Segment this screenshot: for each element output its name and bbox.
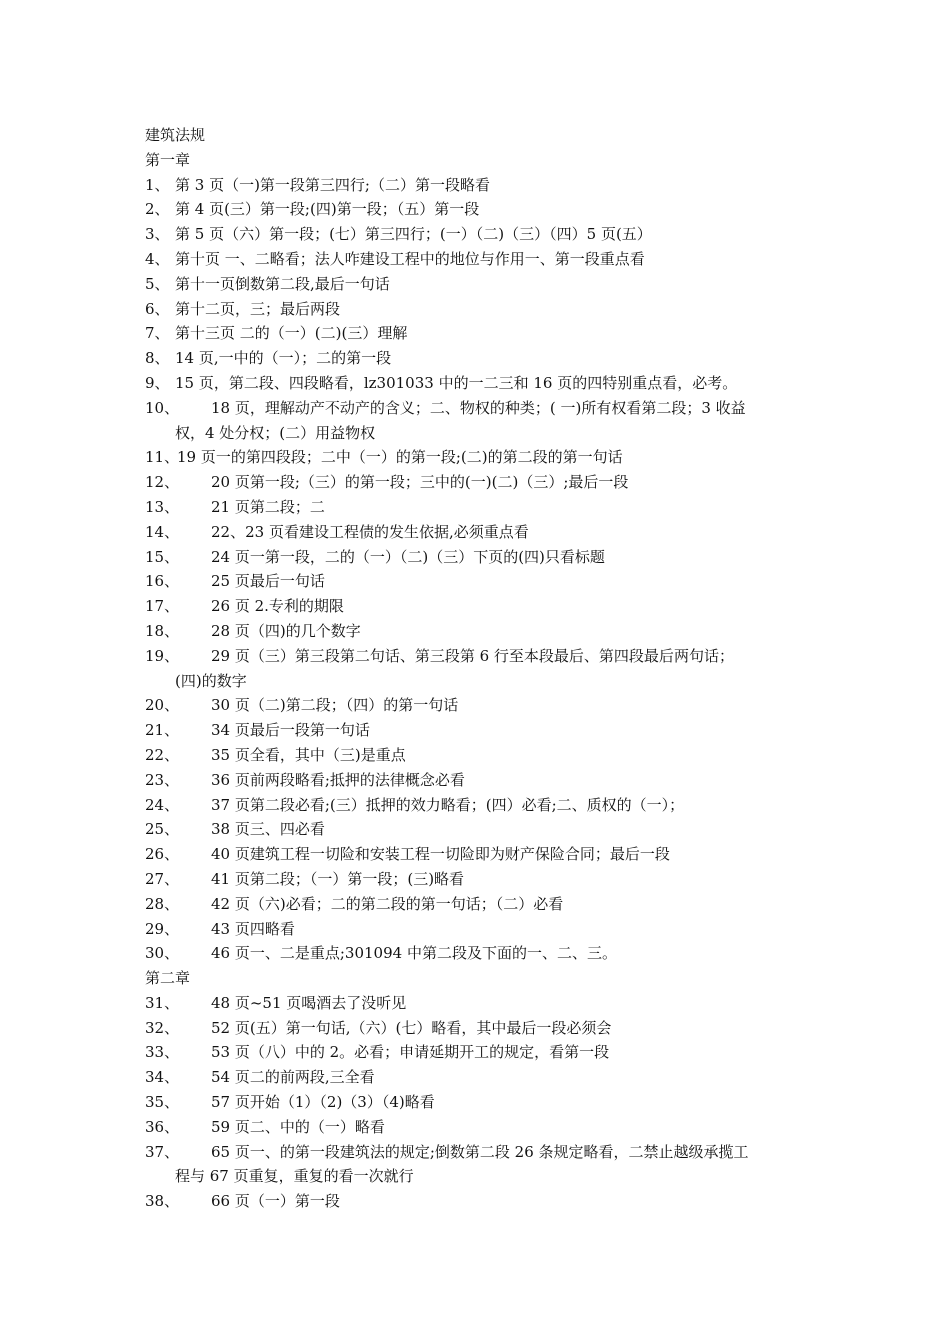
list-item: 35、 57 页开始（1）（2)（3）（4)略看: [145, 1093, 435, 1112]
list-item: 19、 29 页（三）第三段第二句话、第三段第 6 行至本段最后、第四段最后两句话；: [145, 646, 734, 665]
list-item: 13、 21 页第二段；二: [145, 497, 325, 516]
list-item-continuation: 权，4 处分权；(二）用益物权: [175, 423, 376, 442]
list-item: 10、 18 页，理解动产不动产的含义；二、物权的种类；( 一)所有权看第二段；3 收益: [145, 398, 746, 417]
document-title: 建筑法规: [145, 126, 206, 144]
list-item-continuation: (四)的数字: [175, 671, 247, 690]
list-item: 31、 48 页~51 页喝酒去了没听见: [145, 993, 407, 1012]
list-item: 4、 第十页 一、二略看；法人咋建设工程中的地位与作用一、第一段重点看: [145, 249, 645, 268]
list-item: 24、 37 页第二段必看;(三）抵押的效力略看；(四）必看;二、质权的（一）；: [145, 795, 685, 814]
list-item: 11、 19 页一的第四段段；二中（一）的第一段;(二)的第二段的第一句话: [145, 448, 623, 467]
list-item: 21、 34 页最后一段第一句话: [145, 721, 370, 740]
document-content: [145, 123, 810, 1214]
list-item: 12、 20 页第一段;（三）的第一段；三中的(一)(二)（三）;最后一段: [145, 473, 629, 492]
list-item: 16、 25 页最后一句话: [145, 572, 325, 591]
list-item: 7、 第十三页 二的（一）(二)(三）理解: [145, 324, 408, 343]
list-item: 38、 66 页（一）第一段: [145, 1192, 340, 1211]
list-item: 33、 53 页（八）中的 2。必看；申请延期开工的规定，看第一段: [145, 1043, 610, 1062]
list-item: 8、 14 页,一中的（一）；二的第一段: [145, 349, 392, 368]
list-item: 20、 30 页（二)第二段；（四）的第一句话: [145, 696, 459, 715]
list-item-continuation: 程与 67 页重复，重复的看一次就行: [175, 1167, 414, 1186]
list-item: 36、 59 页二、中的（一）略看: [145, 1117, 385, 1136]
list-item: 29、 43 页四略看: [145, 919, 295, 938]
list-item: 26、 40 页建筑工程一切险和安装工程一切险即为财产保险合同；最后一段: [145, 845, 670, 864]
list-item: 23、 36 页前两段略看;抵押的法律概念必看: [145, 770, 465, 789]
list-item: 28、 42 页（六)必看；二的第二段的第一句话；（二）必看: [145, 894, 564, 913]
chapter-heading-2: 第二章: [145, 969, 191, 988]
list-item: 15、 24 页一第一段，二的（一）（二)（三）下页的(四)只看标题: [145, 547, 605, 566]
list-item: 34、 54 页二的前两段,三全看: [145, 1068, 375, 1087]
list-item: 2、 第 4 页(三）第一段;(四)第一段；（五）第一段: [145, 200, 480, 219]
list-item: 32、 52 页(五）第一句话,（六）(七）略看，其中最后一段必须会: [145, 1018, 612, 1037]
list-item: 25、 38 页三、四必看: [145, 820, 325, 839]
list-item: 30、 46 页一、二是重点;301094 中第二段及下面的一、二、三。: [145, 944, 617, 963]
list-item: 3、 第 5 页（六）第一段；(七）第三四行；(一）（二)（三）（四）5 页(五）: [145, 225, 652, 244]
list-item: 17、 26 页 2.专利的期限: [145, 597, 344, 616]
list-item: 14、 22、23 页看建设工程债的发生依据,必须重点看: [145, 522, 529, 541]
list-item: 27、 41 页第二段；（一）第一段；(三)略看: [145, 869, 465, 888]
list-item: 5、 第十一页倒数第二段,最后一句话: [145, 274, 390, 293]
list-item: 9、 15 页，第二段、四段略看，lz301033 中的一二三和 16 页的四特别重点看，必考。: [145, 373, 738, 392]
list-item: 6、 第十二页，三；最后两段: [145, 299, 341, 318]
list-item: 1、 第 3 页（一)第一段第三四行;（二）第一段略看: [145, 175, 490, 194]
list-item: 37、 65 页一、的第一段建筑法的规定;倒数第二段 26 条规定略看，二禁止越级承揽工: [145, 1142, 749, 1161]
list-item: 22、 35 页全看，其中（三)是重点: [145, 745, 406, 764]
list-item: 18、 28 页（四)的几个数字: [145, 621, 361, 640]
chapter-heading-1: 第一章: [145, 150, 191, 169]
